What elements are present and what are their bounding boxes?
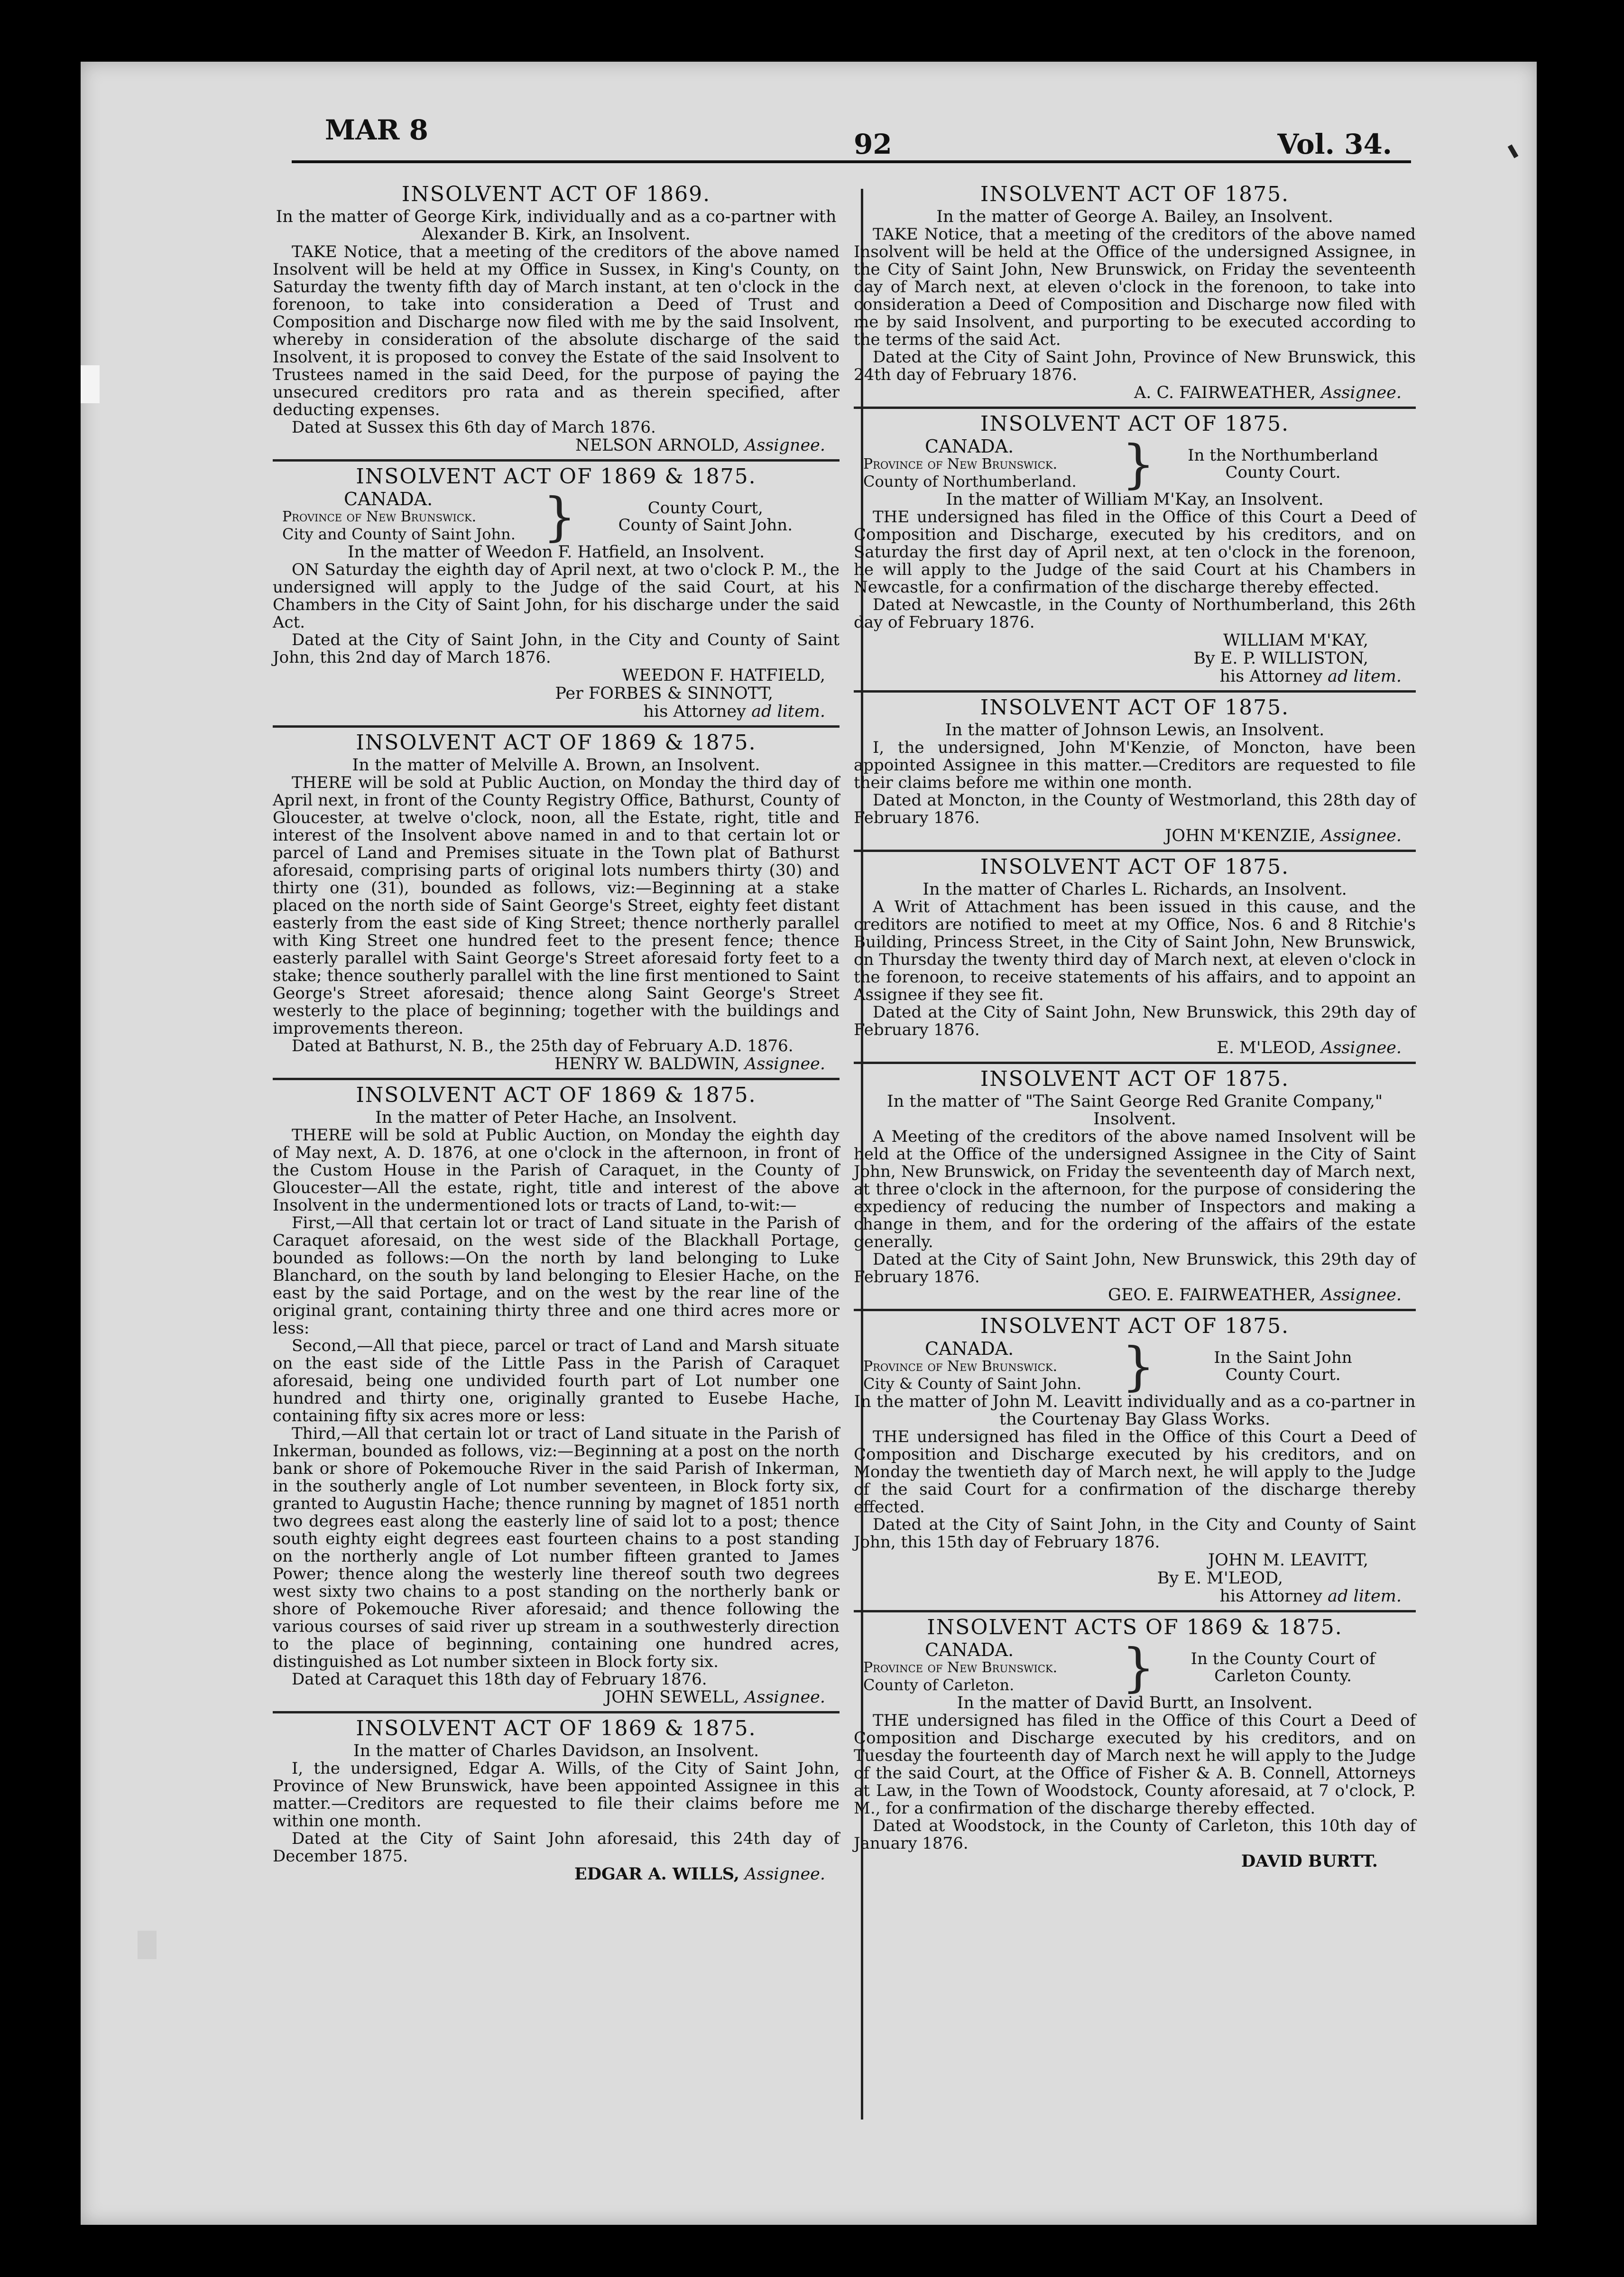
header-rule	[292, 160, 1411, 163]
province-label: Province of New Brunswick.	[863, 1358, 1058, 1375]
canada-label: CANADA.	[344, 489, 433, 509]
notice-signature: JOHN SEWELL, Assignee.	[605, 1688, 825, 1707]
canada-label: CANADA.	[925, 1639, 1014, 1660]
notice-signature: GEO. E. FAIRWEATHER, Assignee.	[1108, 1286, 1402, 1305]
notice-dated: Dated at the City of Saint John, in the City and County of Saint John, this 15th day of February 1876.	[854, 1515, 1416, 1552]
notice-bailey	[854, 182, 1416, 402]
left-column	[273, 180, 840, 1887]
notice-dated: Dated at Moncton, in the County of Westmorland, this 28th day of February 1876.	[854, 791, 1416, 827]
notice-title: INSOLVENT ACT OF 1869 & 1875.	[356, 464, 757, 489]
notice-matter: In the matter of George Kirk, individually and as a co-partner with Alexander B. Kirk, an Insolvent.	[276, 207, 837, 244]
brace-icon: }	[1122, 434, 1155, 494]
canada-label: CANADA.	[925, 436, 1014, 457]
notice-burtt	[854, 1615, 1416, 1870]
notice-matter: In the matter of Peter Hache, an Insolvent.	[375, 1108, 737, 1127]
notice-matter: In the matter of Melville A. Brown, an Insolvent.	[352, 756, 760, 775]
court-name: In the County Court of	[1190, 1649, 1375, 1668]
notice-divider	[273, 1078, 840, 1080]
notice-body: A Meeting of the creditors of the above named Insolvent will be held at the Office of the undersigned Assignee in the City of Saint John, New Brunswick, on Friday the seventeenth day of March next, at three o'clock in the afternoon, for the purpose of considering the expediency of reducing the number of Inspectors and making a change in them, and for the ordering of the affairs of the estate generally.	[854, 1127, 1416, 1251]
notice-body: TAKE Notice, that a meeting of the creditors of the above named Insolvent will be held at my Office in Sussex, in King's County, on Saturday the twenty fifth day of March instant, at ten o'clock in the forenoon, to take into consideration a Deed of Trust and Composition and Discharge now filed with me by the said Insolvent, whereby in consideration of the absolute discharge of the said Insolvent, it is proposed to convey the Estate of the said Insolvent to Trustees named in the said Deed, for the purpose of paying the unsecured creditors pro rata and as therein specified, after deducting expenses.	[273, 242, 840, 419]
court-name: County Court,	[647, 499, 763, 518]
notice-signature: By E. M'LEOD,	[1157, 1569, 1283, 1588]
notice-divider	[273, 725, 840, 728]
notice-dated: Dated at the City of Saint John, Province of New Brunswick, this 24th day of February 1876.	[854, 348, 1416, 384]
notice-body: Second,—All that piece, parcel or tract of Land and Marsh situate on the east side of the Little Pass in the Parish of Caraquet aforesaid, being one undivided fourth part of Lot number one hundred and thirty one, originally granted to Eusebe Hache, containing fifty six acres more or less:	[273, 1336, 840, 1425]
county-label: County of Northumberland.	[863, 472, 1077, 491]
canada-label: CANADA.	[925, 1338, 1014, 1359]
notice-hatfield	[273, 464, 840, 721]
court-heading	[273, 486, 840, 547]
notice-body: I, the undersigned, John M'Kenzie, of Moncton, have been appointed Assignee in this matter.—Creditors are requested to file their claims before me within one month.	[854, 738, 1416, 792]
notice-signature: his Attorney ad litem.	[1219, 1587, 1402, 1606]
notice-signature: WILLIAM M'KAY,	[1223, 631, 1368, 650]
notice-dated: Dated at the City of Saint John aforesaid, this 24th day of December 1875.	[273, 1829, 840, 1866]
notice-divider	[854, 690, 1416, 693]
court-heading	[854, 1336, 1416, 1397]
notice-body: THE undersigned has filed in the Office of this Court a Deed of Composition and Discharge executed by his creditors, and on Monday the twentieth day of March next, he will apply to the Judge of the said Court for a confirmation of the discharge thereby effected.	[854, 1427, 1416, 1517]
notice-title: INSOLVENT ACT OF 1875.	[980, 1067, 1290, 1091]
notice-lewis	[854, 695, 1416, 845]
court-heading	[854, 1637, 1416, 1698]
notice-hache	[273, 1083, 840, 1706]
notice-divider	[854, 1610, 1416, 1612]
notice-signature: WEEDON F. HATFIELD,	[622, 666, 825, 685]
court-heading	[854, 434, 1416, 494]
notice-kirk	[273, 182, 840, 454]
notice-davidson	[273, 1716, 840, 1883]
notice-dated: Dated at Sussex this 6th day of March 1876.	[292, 418, 656, 437]
notice-divider	[854, 1062, 1416, 1064]
court-name: County of Saint John.	[618, 516, 793, 535]
notice-body: First,—All that certain lot or tract of Land situate in the Parish of Caraquet aforesaid, on the west side of the Blackhall Portage, bounded as follows:—On the north by land belonging to Luke Blanchard, on the south by land belonging to Elesier Hache, on the east by the said Portage, and on the west by the rear line of the original grant, containing thirty three and one third acres more or less:	[273, 1213, 840, 1338]
notice-dated: Dated at Caraquet this 18th day of February 1876.	[292, 1670, 707, 1689]
notice-leavitt	[854, 1314, 1416, 1605]
notice-body: THERE will be sold at Public Auction, on Monday the third day of April next, in front of the County Registry Office, Bathurst, County of Gloucester, at twelve o'clock, noon, all the Estate, right, title and interest of the Insolvent above named in and to that certain lot or parcel of Land and Premises situate in the Town plat of Bathurst aforesaid, comprising parts of original lots numbers thirty (30) and thirty one (31), bounded as follows, viz:—Beginning at a stake placed on the north side of Saint George's Street, eighty feet distant easterly from the east side of King Street; thence northerly parallel with King Street one hundred feet to the present fence; thence easterly parallel with Saint George's Street aforesaid forty feet to a stake; thence southerly parallel with the line first mentioned to Saint George's Street aforesaid; thence along Saint George's Street westerly to the place of beginning; together with the buildings and improvements thereon.	[273, 773, 840, 1038]
page-header	[292, 107, 1411, 164]
county-label: City and County of Saint John.	[282, 525, 516, 543]
notice-richards	[854, 855, 1416, 1057]
notice-title: INSOLVENT ACT OF 1875.	[980, 855, 1290, 879]
notice-mkay	[854, 412, 1416, 685]
court-name: In the Saint John	[1214, 1348, 1352, 1367]
notice-signature: EDGAR A. WILLS, Assignee.	[574, 1864, 825, 1884]
notice-divider	[854, 407, 1416, 409]
court-name: Carleton County.	[1214, 1666, 1352, 1685]
notice-body: TAKE Notice, that a meeting of the creditors of the above named Insolvent will be held at the Office of the undersigned Assignee, in the City of Saint John, New Brunswick, on Friday the seventeenth day of March next, at eleven o'clock in the forenoon, to take into consideration a Deed of Composition and Discharge now filed with me by said Insolvent, and purporting to be executed according to the terms of the said Act.	[854, 225, 1416, 349]
volume-number: Vol. 34.	[1277, 128, 1392, 160]
notice-body: ON Saturday the eighth day of April next, at two o'clock P. M., the undersigned will apply to the Judge of the said Court, at his Chambers in the City of Saint John, for his discharge under the said Act.	[273, 560, 840, 632]
notice-body: THERE will be sold at Public Auction, on Monday the eighth day of May next, A. D. 1876, at one o'clock in the afternoon, in front of the Custom House in the Parish of Caraquet, in the County of Gloucester—All the estate, right, title and interest of the above Insolvent in the undermentioned lots or tracts of Land, to-wit:—	[273, 1126, 840, 1215]
notice-matter: In the matter of Charles L. Richards, an Insolvent.	[923, 880, 1347, 899]
notice-signature: Per FORBES & SINNOTT,	[555, 684, 773, 703]
notice-title: INSOLVENT ACT OF 1869 & 1875.	[356, 1716, 757, 1740]
notice-signature: NELSON ARNOLD, Assignee.	[575, 436, 825, 455]
notice-title: INSOLVENT ACTS OF 1869 & 1875.	[927, 1615, 1343, 1639]
notice-matter: In the matter of William M'Kay, an Insolvent.	[946, 490, 1324, 509]
notice-signature: A. C. FAIRWEATHER, Assignee.	[1134, 383, 1402, 402]
notice-body: THE undersigned has filed in the Office of this Court a Deed of Composition and Discharge, executed by his creditors, and on Saturday the first day of April next, at ten o'clock in the forenoon, he will apply to the Judge of the said Court at his Chambers in Newcastle, for a confirmation of the discharge thereby effected.	[854, 508, 1416, 597]
page-number: 92	[854, 128, 892, 160]
notice-dated: Dated at the City of Saint John, in the City and County of Saint John, this 2nd day of March 1876.	[273, 630, 840, 667]
notice-matter: In the matter of Charles Davidson, an Insolvent.	[353, 1741, 759, 1760]
notice-dated: Dated at Newcastle, in the County of Northumberland, this 26th day of February 1876.	[854, 595, 1416, 632]
notice-matter: In the matter of David Burtt, an Insolvent.	[957, 1694, 1313, 1712]
province-label: Province of New Brunswick.	[863, 1659, 1058, 1676]
brace-icon: }	[543, 486, 576, 547]
province-label: Province of New Brunswick.	[863, 456, 1058, 472]
notice-divider	[273, 459, 840, 462]
edge-mark	[81, 365, 100, 403]
notice-title: INSOLVENT ACT OF 1875.	[980, 1314, 1290, 1338]
court-name: County Court.	[1225, 1365, 1341, 1384]
county-label: County of Carleton.	[863, 1676, 1015, 1694]
notice-divider	[854, 1309, 1416, 1311]
issue-date: MAR 8	[325, 114, 428, 146]
court-name: County Court.	[1225, 463, 1341, 482]
notice-title: INSOLVENT ACT OF 1869 & 1875.	[356, 731, 757, 755]
notice-signature: his Attorney ad litem.	[1219, 667, 1402, 686]
right-column	[854, 180, 1416, 1874]
notice-signature: DAVID BURTT.	[1241, 1851, 1378, 1871]
notice-matter: In the matter of Johnson Lewis, an Insolvent.	[945, 721, 1325, 740]
notice-signature: By E. P. WILLISTON,	[1193, 649, 1368, 668]
notice-body: I, the undersigned, Edgar A. Wills, of the City of Saint John, Province of New Brunswick, have been appointed Assignee in this matter.—Creditors are requested to file their claims before me within one month.	[273, 1759, 840, 1831]
notice-signature: HENRY W. BALDWIN, Assignee.	[554, 1055, 825, 1074]
notice-title: INSOLVENT ACT OF 1875.	[980, 695, 1290, 720]
notice-matter: In the matter of George A. Bailey, an Insolvent.	[936, 207, 1333, 226]
notice-brown	[273, 731, 840, 1073]
notice-matter: In the matter of Weedon F. Hatfield, an Insolvent.	[347, 543, 765, 562]
notice-divider	[273, 1711, 840, 1713]
notice-body: THE undersigned has filed in the Office of this Court a Deed of Composition and Discharge executed by his creditors, and on Tuesday the fourteenth day of March next he will apply to the Judge of the said Court, at the Office of Fisher & A. B. Connell, Attorneys at Law, in the Town of Woodstock, County aforesaid, at 7 o'clock, P. M., for a confirmation of the discharge thereby effected.	[854, 1711, 1416, 1818]
edge-mark	[138, 1931, 157, 1959]
county-label: City & County of Saint John.	[863, 1375, 1082, 1393]
notice-title: INSOLVENT ACT OF 1875.	[980, 412, 1290, 436]
notice-title: INSOLVENT ACT OF 1869.	[401, 182, 711, 206]
notice-dated: Dated at Bathurst, N. B., the 25th day of February A.D. 1876.	[292, 1037, 794, 1055]
notice-signature: E. M'LEOD, Assignee.	[1217, 1038, 1402, 1057]
brace-icon: }	[1122, 1637, 1155, 1698]
court-name: In the Northumberland	[1188, 446, 1378, 465]
notice-matter: In the matter of "The Saint George Red Granite Company," Insolvent.	[886, 1092, 1383, 1129]
notice-dated: Dated at Woodstock, in the County of Carleton, this 10th day of January 1876.	[854, 1816, 1416, 1853]
notice-body: Third,—All that certain lot or tract of Land situate in the Parish of Inkerman, bounded as follows, viz:—Beginning at a post on the north bank or shore of Pokemouche River in the said Parish of Inkerman, in the southerly angle of Lot number seventeen, in Block forty six, granted to Augustin Hache; thence running by magnet of 1851 north two degrees east along the easterly line of said lot to a post; thence south eighty eight degrees east fourteen chains to a post standing on the northerly angle of Lot number fifteen granted to James Power; thence along the westerly line thereof south two degrees west sixty two chains to a post standing on the northerly bank or shore of Pokemouche River aforesaid; and thence following the various courses of said river up stream in a southwesterly direction to the place of beginning, containing one hundred acres, distinguished as Lot number sixteen in Block forty six.	[273, 1424, 840, 1671]
notice-signature: his Attorney ad litem.	[643, 702, 825, 721]
notice-matter: In the matter of John M. Leavitt individually and as a co-partner in the Courtenay Bay Glass Works.	[854, 1392, 1416, 1429]
notice-body: A Writ of Attachment has been issued in this cause, and the creditors are notified to meet at my Office, Nos. 6 and 8 Ritchie's Building, Princess Street, in the City of Saint John, New Brunswick, on Thursday the twenty third day of March next, at eleven o'clock in the forenoon, to receive statements of his affairs, and to appoint an Assignee if they see fit.	[854, 898, 1416, 1004]
brace-icon: }	[1122, 1336, 1155, 1397]
notice-title: INSOLVENT ACT OF 1875.	[980, 182, 1290, 206]
province-label: Province of New Brunswick.	[282, 509, 477, 525]
notice-dated: Dated at the City of Saint John, New Brunswick, this 29th day of February 1876.	[854, 1003, 1416, 1039]
notice-granite-company	[854, 1067, 1416, 1304]
notice-divider	[854, 850, 1416, 852]
notice-title: INSOLVENT ACT OF 1869 & 1875.	[356, 1083, 757, 1107]
notice-signature: JOHN M'KENZIE, Assignee.	[1165, 826, 1402, 845]
notice-dated: Dated at the City of Saint John, New Brunswick, this 29th day of February 1876.	[854, 1250, 1416, 1287]
notice-signature: JOHN M. LEAVITT,	[1208, 1551, 1368, 1570]
